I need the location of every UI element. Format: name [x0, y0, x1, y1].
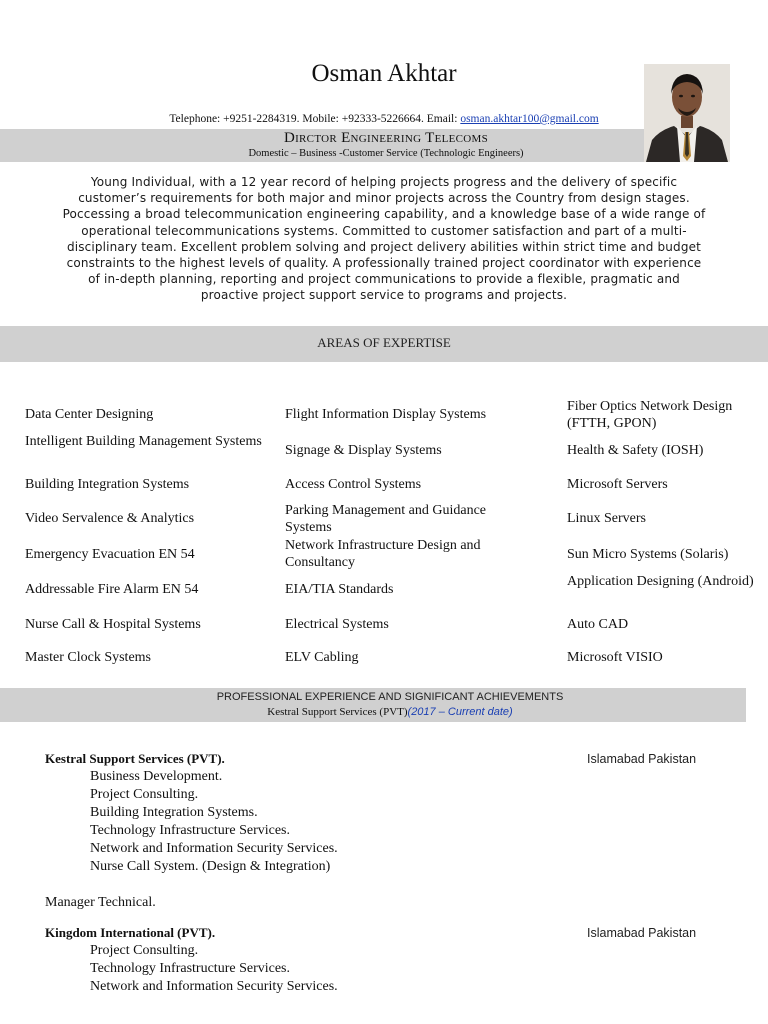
- expertise-item: Intelligent Building Management Systems: [25, 434, 262, 449]
- job-title: Dirctor Engineering Telecoms: [283, 130, 489, 146]
- expertise-item: Health & Safety (IOSH): [567, 443, 704, 458]
- expertise-item: Application Designing (Android): [567, 574, 754, 589]
- expertise-item: ELV Cabling: [285, 650, 359, 665]
- job-duty: Project Consulting.: [90, 787, 199, 802]
- expertise-item: Auto CAD: [567, 617, 629, 632]
- job-duty: Business Development.: [90, 769, 223, 784]
- job-duty: Technology Infrastructure Services.: [90, 823, 290, 838]
- experience-band: [0, 688, 746, 722]
- expertise-item: Emergency Evacuation EN 54: [25, 547, 195, 562]
- job-subtitle: Domestic – Business -Customer Service (Technologic Engineers): [248, 148, 524, 159]
- job-company: Kingdom International (PVT).: [45, 925, 216, 940]
- expertise-item: Video Servalence & Analytics: [25, 511, 195, 526]
- job-duty: Project Consulting.: [90, 943, 199, 958]
- expertise-item: Microsoft Servers: [567, 477, 668, 492]
- experience-sub-dates: (2017 – Current date): [407, 706, 513, 718]
- expertise-item: Nurse Call & Hospital Systems: [25, 617, 201, 632]
- expertise-item: Fiber Optics Network Design (FTTH, GPON): [567, 399, 733, 431]
- expertise-item: EIA/TIA Standards: [285, 582, 394, 597]
- expertise-item: Microsoft VISIO: [567, 650, 663, 665]
- job-location: Islamabad Pakistan: [587, 752, 697, 766]
- expertise-band: [0, 326, 768, 362]
- contact-details: Telephone: +9251-2284319. Mobile: +92333-5226664. Email:: [169, 113, 461, 125]
- expertise-item: Signage & Display Systems: [285, 443, 442, 458]
- expertise-item: Addressable Fire Alarm EN 54: [25, 582, 199, 597]
- profile-summary: Young Individual, with a 12 year record of helping projects progress and the delivery of specific customer’s requirements for both major and minor projects across the Country from design stages. Poccessing a broad telecommunication engineering capability, and a knowledge base of a wide range of operational telecommunications systems. Committed to customer satisfaction and part of a multi-disciplinary team. Excellent problem solving and project delivery abilities within strict time and budget constraints to the highest levels of quality. A professionally trained project coordinator with experience of in-depth planning, reporting and project communications to provide a flexible, pragmatic and proactive project support service to programs and projects.: [62, 175, 706, 303]
- expertise-item: Electrical Systems: [285, 617, 389, 632]
- expertise-item: Flight Information Display Systems: [285, 407, 487, 422]
- candidate-name: Osman Akhtar: [311, 60, 457, 87]
- expertise-item: Data Center Designing: [25, 407, 154, 422]
- job-title-band: [0, 129, 644, 162]
- expertise-item: Access Control Systems: [285, 477, 422, 492]
- job-duty: Network and Information Security Services.: [90, 979, 338, 994]
- job-company: Kestral Support Services (PVT).: [45, 751, 225, 766]
- experience-subheading: [0, 706, 768, 718]
- email-link[interactable]: osman.akhtar100@gmail.com: [460, 113, 599, 125]
- expertise-item: Master Clock Systems: [25, 650, 151, 665]
- experience-sub-company: Kestral Support Services (PVT): [267, 706, 408, 718]
- job-role: Manager Technical.: [45, 895, 156, 910]
- job-duty: Building Integration Systems.: [90, 805, 258, 820]
- expertise-item: Linux Servers: [567, 511, 646, 526]
- job-duty: Network and Information Security Services.: [90, 841, 338, 856]
- experience-heading: PROFESSIONAL EXPERIENCE AND SIGNIFICANT ACHIEVEMENTS: [216, 691, 564, 703]
- job-duty: Technology Infrastructure Services.: [90, 961, 290, 976]
- portrait-image: [644, 64, 730, 162]
- expertise-item: Network Infrastructure Design and Consultancy: [285, 538, 481, 570]
- expertise-heading: AREAS OF EXPERTISE: [317, 335, 451, 350]
- expertise-item: Sun Micro Systems (Solaris): [567, 547, 729, 562]
- expertise-item: Building Integration Systems: [25, 477, 190, 492]
- job-duty: Nurse Call System. (Design & Integration): [90, 859, 331, 874]
- profile-photo: [644, 64, 730, 162]
- expertise-item: Parking Management and Guidance Systems: [285, 503, 486, 535]
- job-location: Islamabad Pakistan: [587, 926, 697, 940]
